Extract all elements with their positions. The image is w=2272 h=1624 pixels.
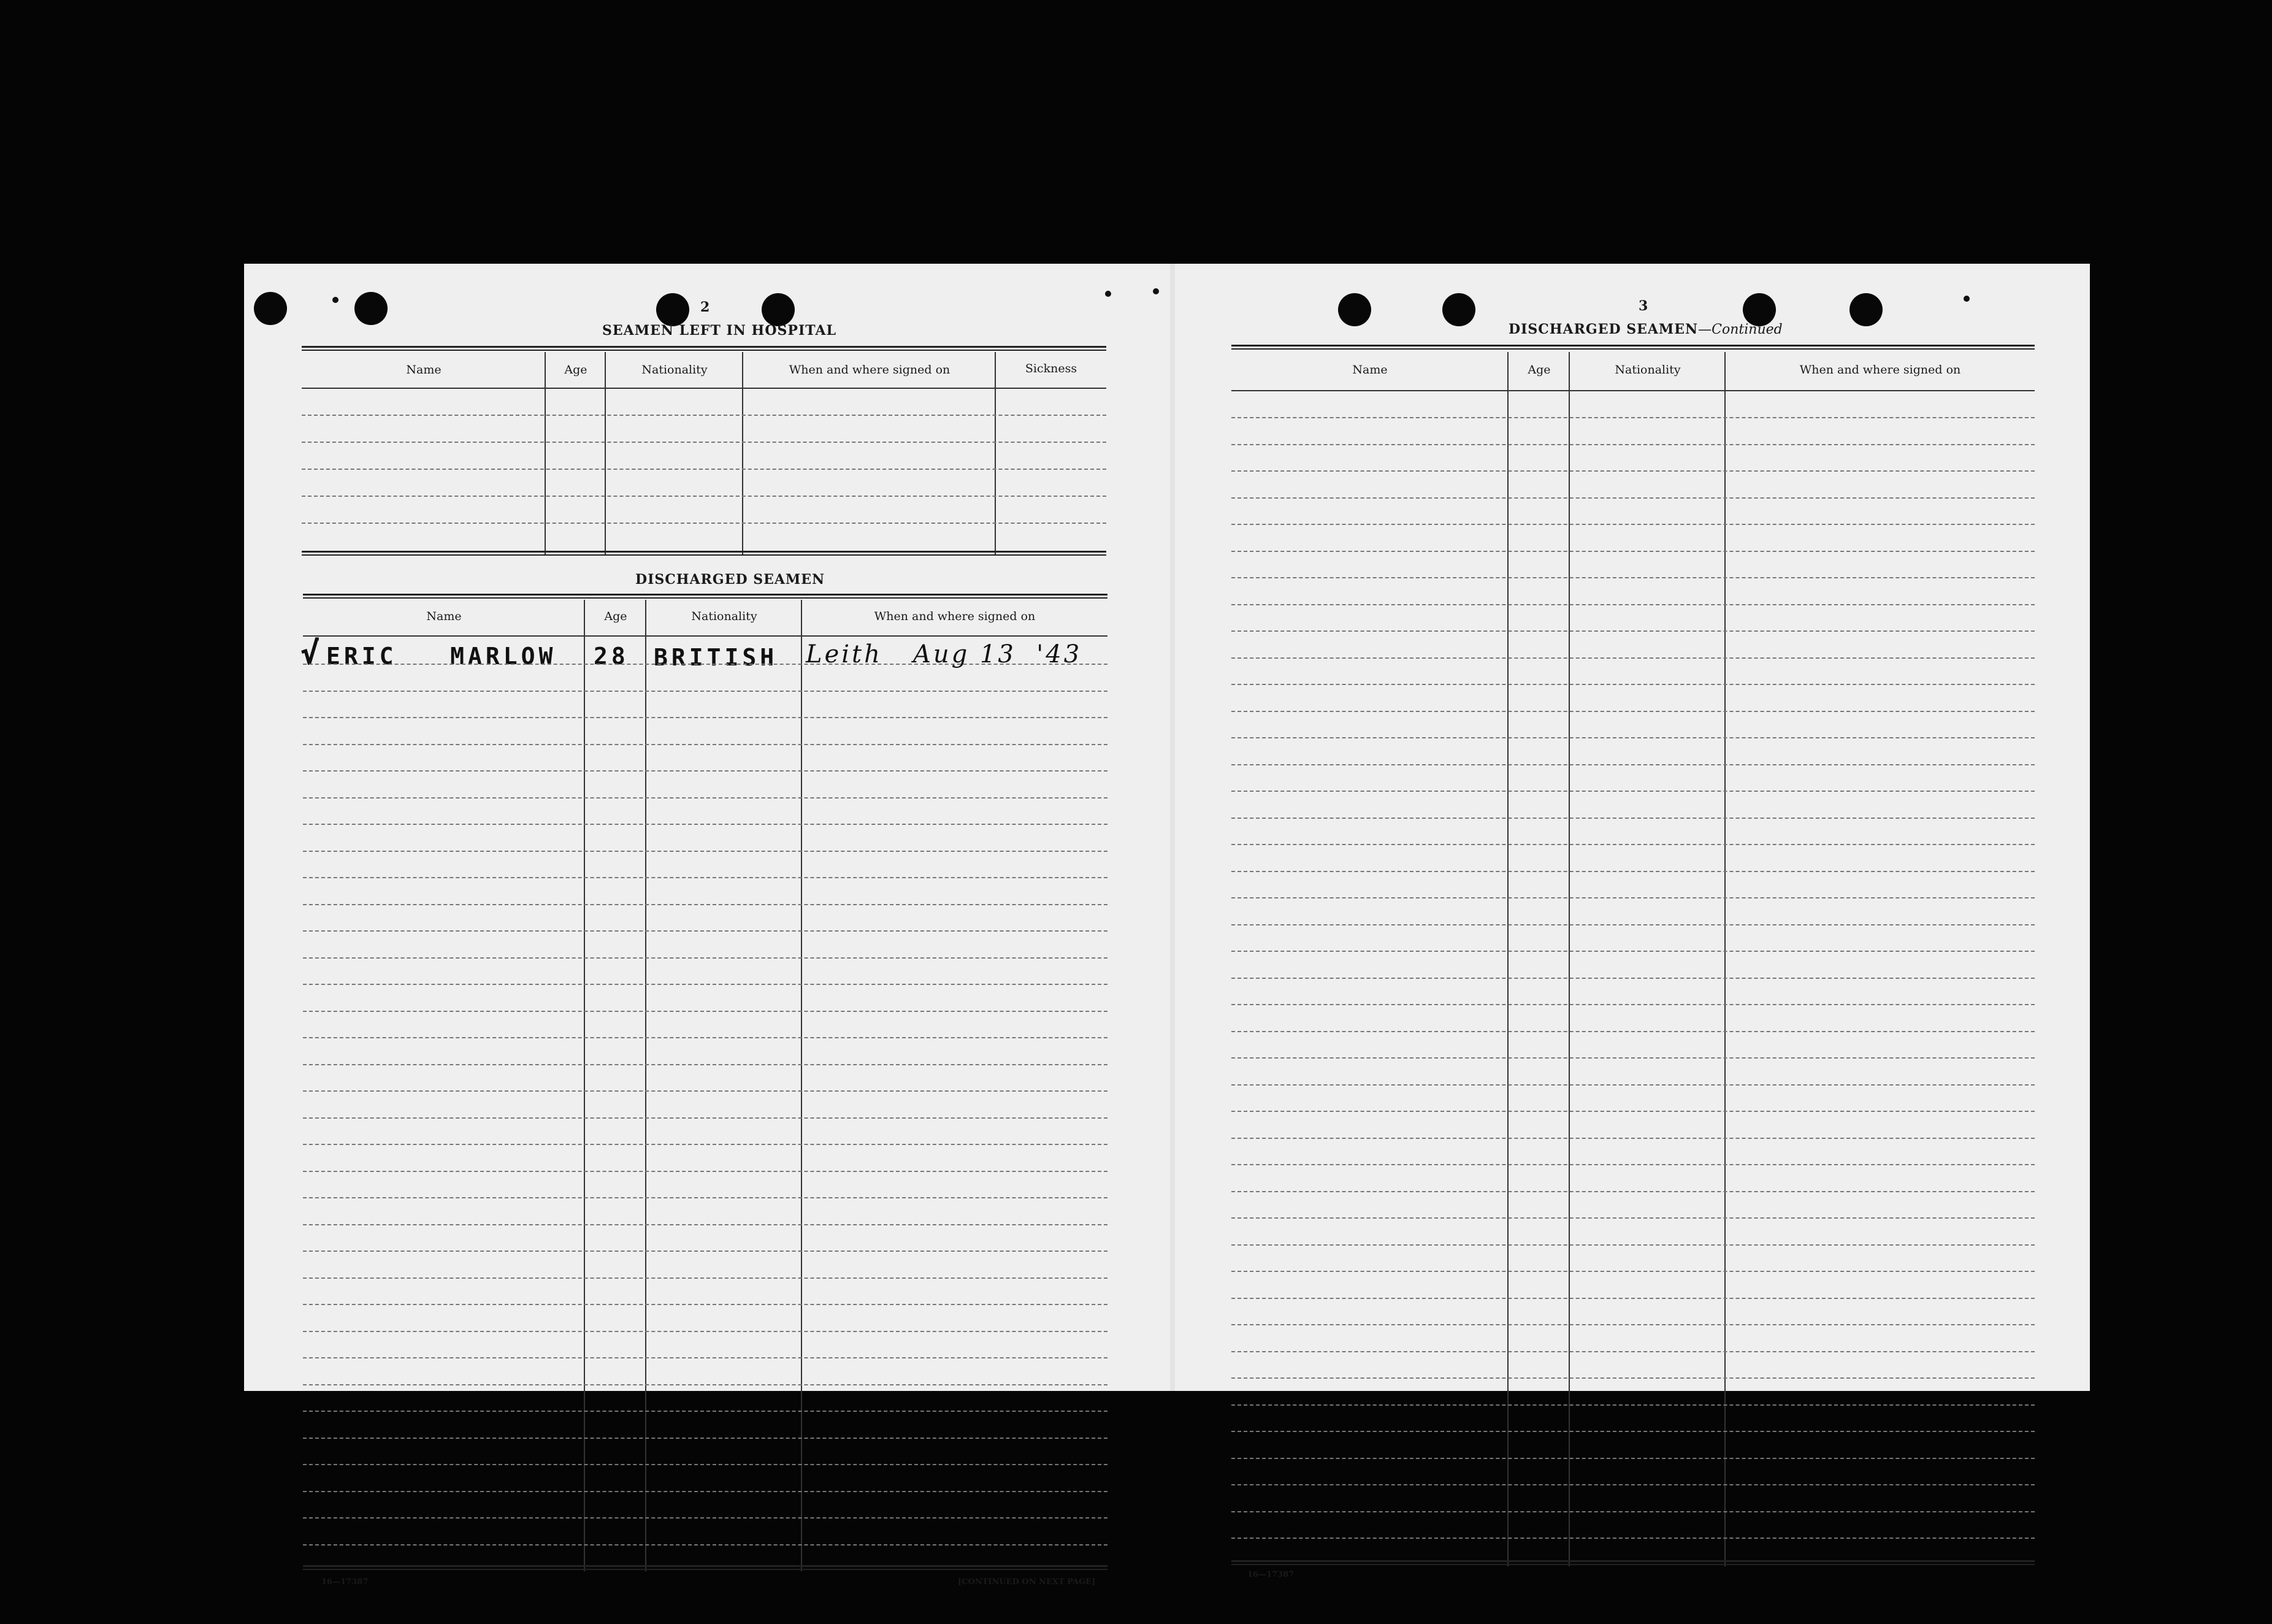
ink-speck [1105, 291, 1111, 297]
row-line [1231, 1377, 2035, 1379]
hospital-col-nationality: Nationality [641, 363, 708, 377]
discharged-section-title: DISCHARGED SEAMEN [635, 572, 825, 588]
row-line [303, 904, 1107, 905]
punch-hole [254, 292, 287, 325]
row-line [303, 1224, 1107, 1225]
hospital-row-line [302, 469, 1106, 470]
entry-nationality: BRITISH [654, 644, 778, 671]
continued-note: [CONTINUED ON NEXT PAGE] [958, 1577, 1096, 1587]
row-line [303, 877, 1107, 878]
row-line [303, 851, 1107, 852]
row-line [1231, 1351, 2035, 1352]
row-line [303, 1304, 1107, 1305]
row-line [303, 1544, 1107, 1545]
hospital-col-divider [605, 352, 606, 554]
discharged-col-divider [645, 600, 646, 1571]
ink-speck [1153, 288, 1159, 294]
row-line [1231, 1111, 2035, 1112]
right-col-divider [1724, 352, 1726, 1566]
right-col-divider [1569, 352, 1570, 1566]
ink-speck [1964, 296, 1970, 302]
row-line [303, 1384, 1107, 1385]
row-line [1231, 871, 2035, 872]
right-top-rule [1231, 345, 2035, 350]
row-line [1231, 417, 2035, 418]
row-line [1231, 1217, 2035, 1219]
row-line [1231, 1431, 2035, 1432]
row-line [1231, 1004, 2035, 1005]
hospital-bottom-rule [302, 551, 1106, 556]
row-line [1231, 818, 2035, 819]
hospital-col-divider [742, 352, 743, 554]
row-line [303, 1251, 1107, 1252]
row-line [1231, 924, 2035, 925]
row-line [1231, 1404, 2035, 1406]
hospital-col-age: Age [564, 363, 587, 377]
punch-hole [1442, 293, 1475, 326]
row-line [303, 717, 1107, 718]
row-line [1231, 1484, 2035, 1485]
hospital-header-rule [302, 388, 1106, 389]
form-number-left: 16—17387 [321, 1577, 369, 1587]
row-line [1231, 1458, 2035, 1459]
row-line [303, 957, 1107, 959]
row-line [1231, 444, 2035, 445]
row-line [1231, 524, 2035, 525]
discharged-col-divider [801, 600, 802, 1571]
row-line [1231, 1138, 2035, 1139]
row-line [303, 1144, 1107, 1145]
discharged-col-signed-on: When and where signed on [874, 610, 1036, 623]
ink-speck [332, 297, 339, 303]
right-col-nationality: Nationality [1615, 363, 1681, 377]
row-line [1231, 577, 2035, 578]
right-col-name: Name [1352, 363, 1388, 377]
row-line [303, 1037, 1107, 1038]
punch-hole [1849, 293, 1883, 326]
page-number-right: 3 [1639, 298, 1648, 314]
row-line [1231, 1298, 2035, 1299]
right-col-signed-on: When and where signed on [1799, 363, 1961, 377]
page-number-left: 2 [700, 299, 710, 315]
punch-hole [1338, 293, 1371, 326]
row-line [303, 691, 1107, 692]
row-line [1231, 1538, 2035, 1539]
entry-age: 28 [594, 643, 629, 670]
row-line [1231, 844, 2035, 845]
row-line [1231, 551, 2035, 552]
row-line [303, 744, 1107, 745]
hospital-col-divider [545, 352, 546, 554]
row-line [1231, 657, 2035, 659]
row-line [1231, 711, 2035, 712]
right-title-text: DISCHARGED SEAMEN [1509, 321, 1699, 337]
discharged-col-name: Name [426, 610, 462, 623]
hospital-row-line [302, 496, 1106, 497]
discharged-top-rule [303, 594, 1107, 599]
row-line [303, 664, 1107, 665]
punch-hole [354, 292, 388, 325]
row-line [303, 1277, 1107, 1279]
punch-hole [762, 293, 795, 326]
row-line [1231, 951, 2035, 952]
row-line [303, 1117, 1107, 1119]
row-line [1231, 604, 2035, 605]
discharged-col-age: Age [604, 610, 627, 623]
row-line [303, 1064, 1107, 1065]
row-line [303, 824, 1107, 825]
entry-name: ERIC MARLOW [326, 643, 557, 670]
row-line [1231, 1191, 2035, 1192]
row-line [1231, 737, 2035, 738]
row-line [1231, 978, 2035, 979]
row-line [303, 1197, 1107, 1198]
punch-hole [656, 293, 689, 326]
row-line [1231, 764, 2035, 765]
document-sheet [244, 264, 2090, 1587]
hospital-row-line [302, 523, 1106, 524]
row-line [1231, 630, 2035, 632]
right-section-title [1509, 321, 1783, 337]
row-line [303, 1517, 1107, 1519]
row-line [303, 1331, 1107, 1332]
hospital-top-rule [302, 346, 1106, 351]
row-line [1231, 497, 2035, 499]
row-line [1231, 791, 2035, 792]
discharged-col-nationality: Nationality [691, 610, 757, 623]
hospital-section-title: SEAMEN LEFT IN HOSPITAL [602, 323, 836, 339]
hospital-row-line [302, 442, 1106, 443]
hospital-row-line [302, 415, 1106, 416]
row-line [303, 1171, 1107, 1172]
center-fold [1170, 264, 1175, 1391]
hospital-col-signed-on: When and where signed on [789, 363, 950, 377]
row-line [303, 1411, 1107, 1412]
right-col-divider [1507, 352, 1509, 1566]
row-line [1231, 1164, 2035, 1165]
row-line [303, 1011, 1107, 1012]
row-line [303, 984, 1107, 985]
entry-signed-on: Leith Aug 13 '43 [806, 640, 1082, 668]
row-line [1231, 1511, 2035, 1512]
entry-check-mark: √ [300, 635, 324, 672]
hospital-col-divider [995, 352, 996, 554]
right-title-suffix: —Continued [1698, 322, 1783, 337]
row-line [1231, 1057, 2035, 1059]
row-line [303, 770, 1107, 772]
row-line [1231, 1031, 2035, 1032]
right-bottom-rule [1231, 1560, 2035, 1565]
row-line [303, 1090, 1107, 1092]
hospital-col-sickness: Sickness [1025, 362, 1077, 375]
row-line [1231, 1271, 2035, 1272]
discharged-bottom-rule [303, 1565, 1107, 1570]
row-line [303, 797, 1107, 799]
discharged-col-divider [584, 600, 585, 1571]
row-line [1231, 1244, 2035, 1246]
row-line [303, 1464, 1107, 1465]
hospital-col-name: Name [406, 363, 442, 377]
right-col-age: Age [1528, 363, 1551, 377]
row-line [303, 1357, 1107, 1358]
discharged-header-rule [303, 635, 1107, 637]
row-line [303, 930, 1107, 932]
right-header-rule [1231, 390, 2035, 391]
row-line [1231, 1084, 2035, 1086]
row-line [303, 1438, 1107, 1439]
row-line [1231, 1324, 2035, 1325]
row-line [303, 1491, 1107, 1492]
row-line [1231, 684, 2035, 685]
row-line [1231, 470, 2035, 472]
form-number-right: 16—17387 [1247, 1570, 1295, 1579]
row-line [1231, 897, 2035, 898]
